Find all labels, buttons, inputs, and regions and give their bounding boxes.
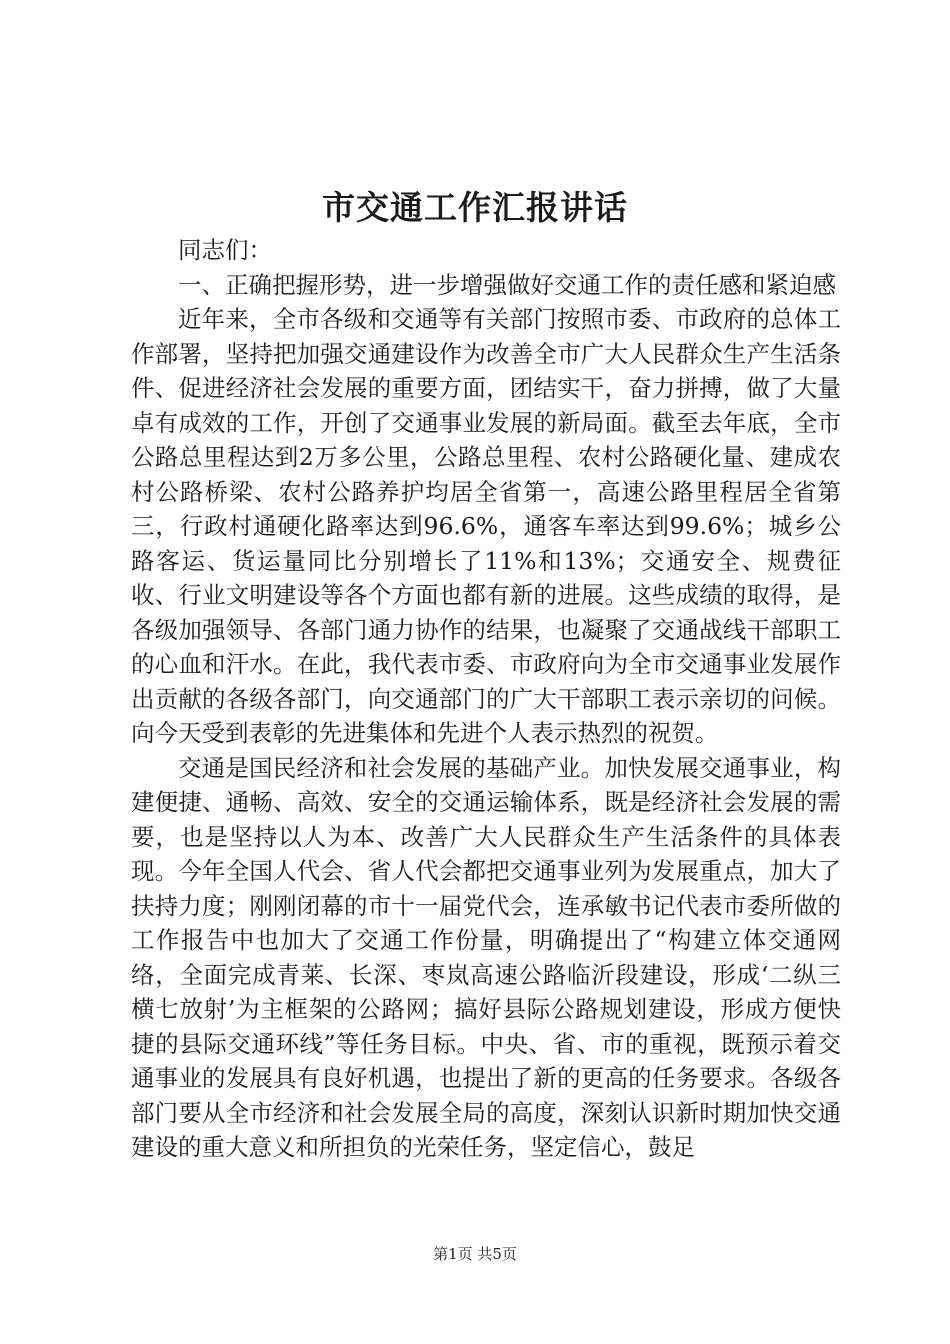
page-footer: 第1页 共5页 [433, 1245, 517, 1263]
document-title: 市交通工作汇报讲话 [322, 188, 628, 227]
section-heading-1: 一、正确把握形势，进一步增强做好交通工作的责任感和紧迫感 [178, 270, 836, 299]
document-body [131, 233, 841, 1165]
body-paragraph-1: 近年来，全市各级和交通等有关部门按照市委、市政府的总体工作部署，坚持把加强交通建设作为改善全市广大人民群众生产生活条件、促进经济社会发展的重要方面，团结实干，奋力拼搏，做了大量卓有成效的工作，开创了交通事业发展的新局面。截至去年底，全市公路总里程达到2万多公里，公路总里程、农村公路硬化量、建成农村公路桥梁、农村公路养护均居全省第一，高速公路里程居全省第三，行政村通硬化路率达到96.6%，通客车率达到99.6%；城乡公路客运、货运量同比分别增长了11%和13%；交通安全、规费征收、行业文明建设等各个方面也都有新的进展。这些成绩的取得，是各级加强领导、各部门通力协作的结果，也凝聚了交通战线干部职工的心血和汗水。在此，我代表市委、市政府向为全市交通事业发展作出贡献的各级各部门，向交通部门的广大干部职工表示亲切的问候。向今天受到表彰的先进集体和先进个人表示热烈的祝贺。 [131, 305, 841, 747]
body-paragraph-2: 交通是国民经济和社会发展的基础产业。加快发展交通事业，构建便捷、通畅、高效、安全的交通运输体系，既是经济社会发展的需要，也是坚持以人为本、改善广大人民群众生产生活条件的具体表现。今年全国人代会、省人代会都把交通事业列为发展重点，加大了扶持力度；刚刚闭幕的市十一届党代会，连承敏书记代表市委所做的工作报告中也加大了交通工作份量，明确提出了“构建立体交通网络，全面完成青莱、长深、枣岚高速公路临沂段建设，形成‘二纵三横七放射’为主框架的公路网；搞好县际公路规划建设，形成方便快捷的县际交通环线”等任务目标。中央、省、市的重视，既预示着交通事业的发展具有良好机遇，也提出了新的更高的任务要求。各级各部门要从全市经济和社会发展全局的高度，深刻认识新时期加快交通建设的重大意义和所担负的光荣任务，坚定信心，鼓足 [131, 753, 841, 1161]
salutation: 同志们： [178, 236, 272, 264]
